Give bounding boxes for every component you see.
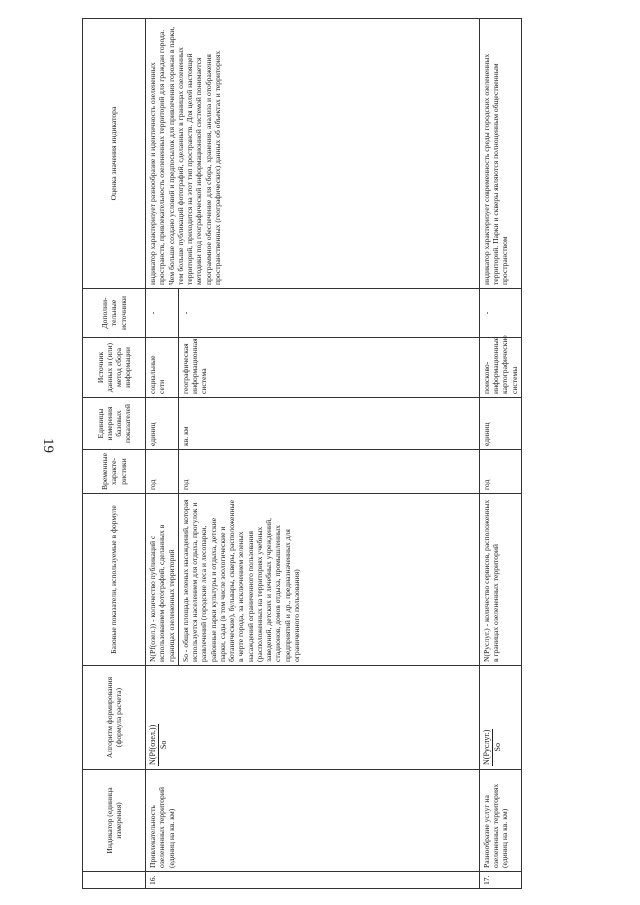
time-cell: год: [479, 450, 521, 494]
header-time: Временные характе- ристики: [83, 450, 146, 494]
formula: [148, 724, 169, 766]
formula: [482, 729, 503, 766]
row-num: 16.: [146, 872, 480, 889]
header-base: Базовые показатели, используемые в формуле: [83, 494, 146, 666]
source-cell: поисково-информационные картографические системы: [479, 338, 521, 398]
formula-cell: [479, 666, 521, 770]
source-cell: социальные сети: [146, 338, 179, 398]
header-row: [83, 19, 146, 889]
indicator-table: [82, 18, 522, 889]
base-cell: N(Pf(озел.)) - количество публикаций с использованием фотографий, сделанных в границах озелененных территорий: [146, 494, 179, 666]
eval-cell: индикатор характеризует разнообразие и идентичность озелененных пространств, привлекательность озелененных территорий для граждан города. Чем больше создано условий и предпосылок для привлечения горожан в парки, тем больше публикаций фотографий, сделанных в границах озелененных территорий, приходится на этот тип пространств. Для целей настоящей методики под географической информационной системой понимается программное обеспечение для сбора, хранения, анализа и отображения пространственных (географических) данных об объектах и территориях: [146, 19, 480, 289]
header-indicator: Индикатор (единица измерения): [83, 770, 146, 872]
row-num: 17.: [479, 872, 521, 889]
indicator-cell: Разнообразие услуг на озелененных территориях (единиц на кв. км): [479, 770, 521, 872]
extra-cell: -: [479, 289, 521, 338]
extra-cell: -: [146, 289, 179, 338]
header-units: Единицы измерения базовых показателей: [83, 398, 146, 450]
units-cell: единиц: [146, 398, 179, 450]
header-source: Источник данных и (или) метод сбора информации: [83, 338, 146, 398]
formula-denominator: So: [492, 743, 502, 752]
indicator-cell: Привлекательность озелененных территорий (единиц на кв. км): [146, 770, 480, 872]
page-number: 19: [40, 438, 56, 453]
eval-cell: индикатор характеризует современность среды городских озелененных территорий. Парки и скверы являются полноценным общественным пространством: [479, 19, 521, 289]
header-eval: Оценка значения индикатора: [83, 19, 146, 289]
rotated-table-wrapper: [82, 19, 627, 889]
table-row: [146, 19, 179, 889]
units-cell: кв. км: [178, 398, 479, 450]
time-cell: год: [178, 450, 479, 494]
header-extra: Дополни- тельные источники: [83, 289, 146, 338]
source-cell: географическая информационная система: [178, 338, 479, 398]
formula-denominator: So: [158, 740, 168, 750]
formula-cell: [146, 666, 480, 770]
units-cell: единиц: [479, 398, 521, 450]
time-cell: год: [146, 450, 179, 494]
formula-numerator: N(Pf(озел.)): [148, 724, 157, 765]
table-row: [479, 19, 521, 889]
formula-numerator: N(Pуслуг.): [481, 729, 491, 765]
base-cell: N(Pуслуг.) - количество сервисов, расположенных в границах озелененных территорий: [479, 494, 521, 666]
header-num: [83, 872, 146, 889]
header-algorithm: Алгоритм формирования (формула расчета): [83, 666, 146, 770]
base-cell: So - общая площадь зеленых насаждений, которая используется населением для отдыха, прогулок и развлечений (городские леса и лесопарки, районные парки культуры и отдыха, детские парки, сады (в том числе зоологические и ботанические), бульвары, скверы, расположенные в черте города, за исключением зеленых насаждений ограниченного пользования (расположенных на территориях учебных заведений, детских и лечебных учреждений, стадионов, домов отдыха, промышленных предприятий и др., предназначенных для ограниченного пользования): [178, 494, 479, 666]
extra-cell: -: [178, 289, 479, 338]
